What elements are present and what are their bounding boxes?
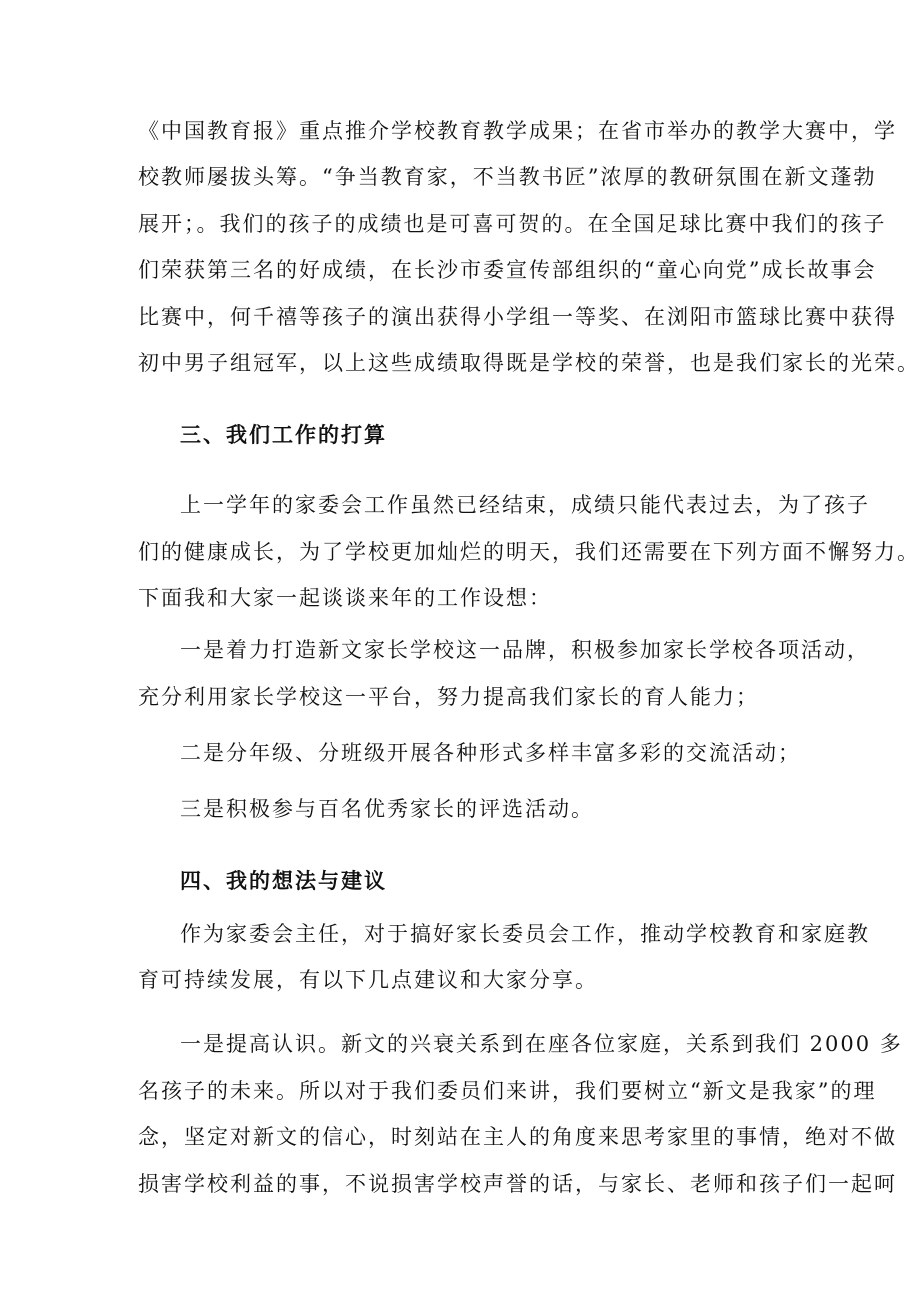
section-heading-3: 三、我们工作的打算 [180, 422, 387, 447]
paragraph-line: 比赛中，何千禧等孩子的演出获得小学组一等奖、在浏阳市篮球比赛中获得 [138, 305, 897, 329]
paragraph-line: 上一学年的家委会工作虽然已经结束，成绩只能代表过去，为了孩子 [180, 493, 870, 517]
paragraph-line: 名孩子的未来。所以对于我们委员们来讲，我们要树立“新文是我家”的理 [138, 1079, 877, 1103]
paragraph-line: 展开；。我们的孩子的成绩也是可喜可贺的。在全国足球比赛中我们的孩子 [138, 212, 887, 236]
paragraph-line: 校教师屡拔头筹。“争当教育家，不当教书匠”浓厚的教研氛围在新文蓬勃 [138, 165, 877, 189]
paragraph-line: 初中男子组冠军，以上这些成绩取得既是学校的荣誉，也是我们家长的光荣。 [138, 351, 920, 375]
paragraph-line: 《中国教育报》重点推介学校教育教学成果；在省市举办的教学大赛中，学 [138, 119, 897, 143]
paragraph-line: 充分利用家长学校这一平台，努力提高我们家长的育人能力； [138, 685, 759, 709]
paragraph-line: 下面我和大家一起谈谈来年的工作设想： [138, 586, 552, 610]
paragraph-line: 们荣获第三名的好成绩，在长沙市委宣传部组织的“童心向党”成长故事会 [138, 258, 877, 282]
section-heading-4: 四、我的想法与建议 [180, 868, 387, 893]
paragraph-line: 育可持续发展，有以下几点建议和大家分享。 [138, 968, 598, 992]
paragraph-line: 一是着力打造新文家长学校这一品牌，积极参加家长学校各项活动， [180, 638, 870, 662]
paragraph-line: 二是分年级、分班级开展各种形式多样丰富多彩的交流活动； [180, 741, 801, 765]
paragraph-line: 们的健康成长，为了学校更加灿烂的明天，我们还需要在下列方面不懈努力。 [138, 540, 920, 564]
paragraph-line: 一是提高认识。新文的兴衰关系到在座各位家庭，关系到我们 2000 多 [180, 1032, 903, 1056]
paragraph-line: 念，坚定对新文的信心，时刻站在主人的角度来思考家里的事情，绝对不做 [138, 1125, 897, 1149]
paragraph-line: 作为家委会主任，对于搞好家长委员会工作，推动学校教育和家庭教 [180, 922, 870, 946]
paragraph-line: 三是积极参与百名优秀家长的评选活动。 [180, 797, 594, 821]
paragraph-line: 损害学校利益的事，不说损害学校声誉的话，与家长、老师和孩子们一起呵 [138, 1172, 897, 1196]
